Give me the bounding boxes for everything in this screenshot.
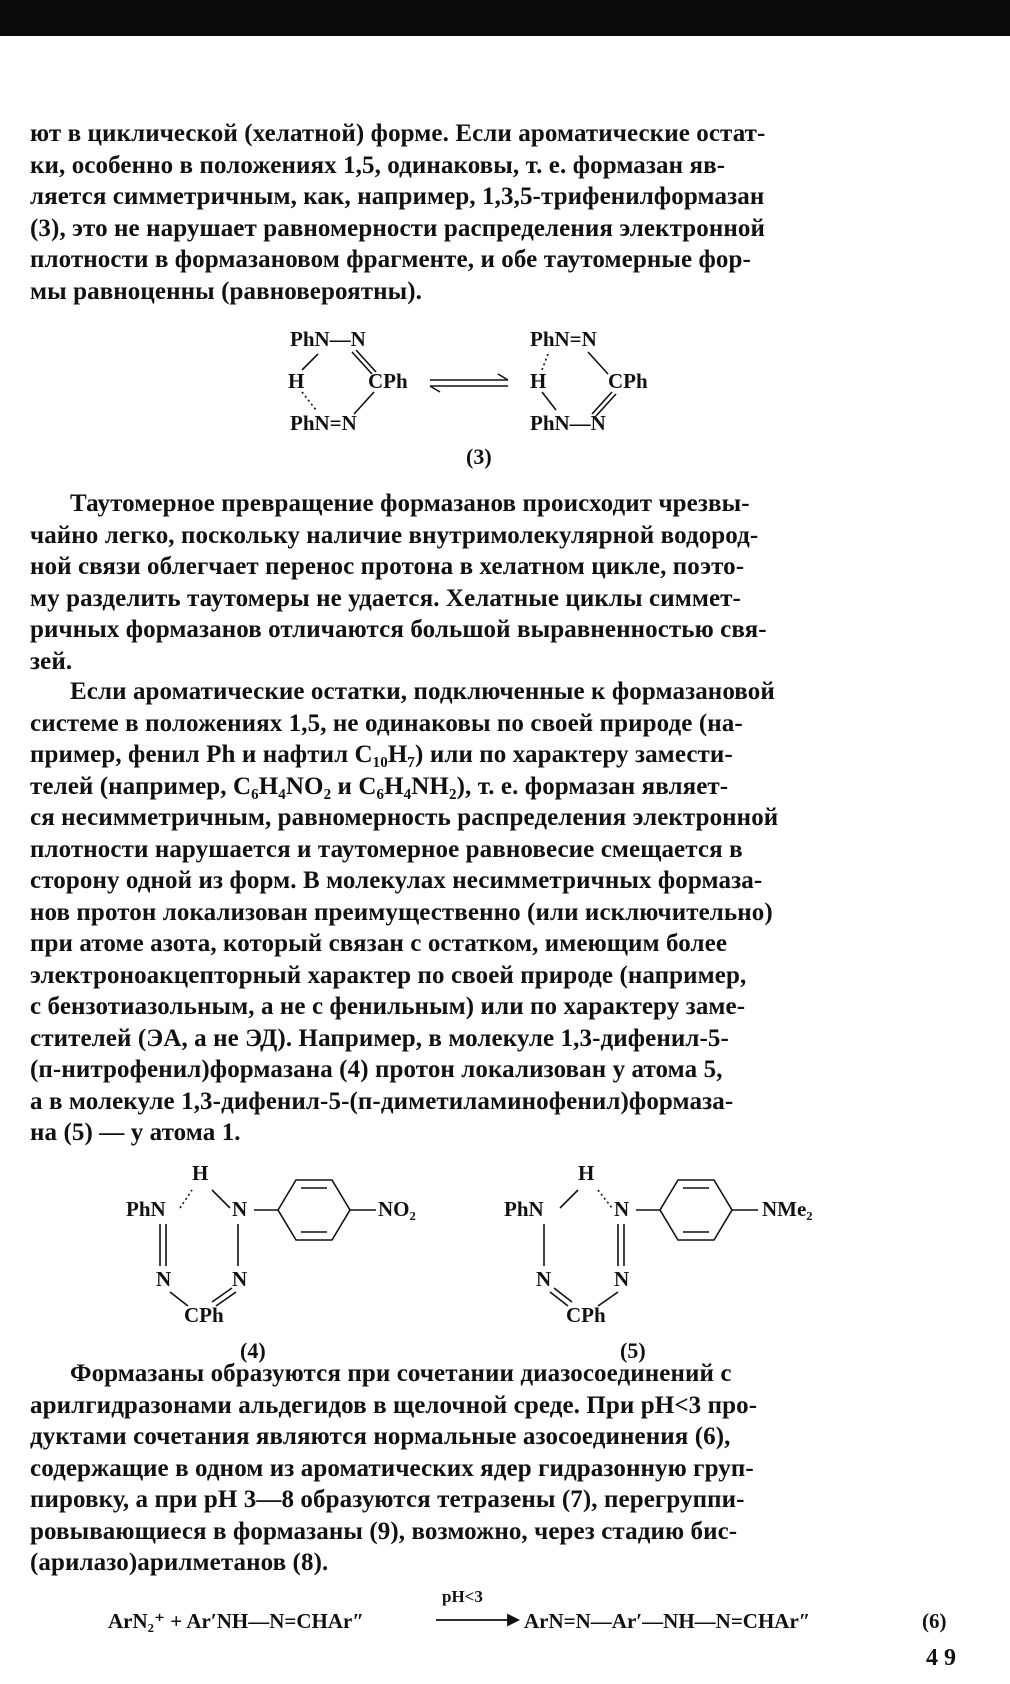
s5-h: H: [578, 1161, 595, 1185]
s4-n-top: N: [232, 1197, 248, 1221]
text-line: а в молекуле 1,3-дифенил-5-(п-диметиламинофенил)формаза-: [30, 1087, 734, 1115]
scheme3-left-h: H: [288, 369, 305, 393]
s5-phn: PhN: [504, 1197, 544, 1221]
s5-n-top: N: [614, 1197, 630, 1221]
eq6-condition: pH<3: [442, 1587, 483, 1606]
text-line: дуктами сочетания являются нормальные азосоединения (6),: [30, 1423, 731, 1450]
equation-6: [100, 1586, 970, 1638]
text-line: (п-нитрофенил)формазана (4) протон локализован у атома 5,: [30, 1056, 723, 1083]
s5-substituent: NMe₂: [762, 1197, 813, 1221]
s5-n-right: N: [614, 1267, 630, 1291]
s4-n-left: N: [156, 1267, 172, 1291]
scheme-3-tautomers: [270, 322, 690, 472]
s5-bonds: [544, 1180, 758, 1306]
text-line: ют в циклической (хелатной) форме. Если ароматические остат-: [30, 120, 766, 147]
paragraph-1: [30, 118, 955, 307]
s4-h: H: [192, 1161, 209, 1185]
text-line: Если ароматические остатки, подключенные к формазановой: [70, 678, 775, 705]
scheme3-right-h: H: [530, 369, 547, 393]
eq6-arrow: [436, 1615, 518, 1625]
text-line: сторону одной из форм. В молекулах несимметричных формаза-: [30, 867, 763, 894]
text-line: чайно легко, поскольку наличие внутримолекулярной водород-: [30, 521, 759, 549]
s5-cph: CPh: [566, 1303, 606, 1327]
text-line: ричных формазанов отличаются большой выравненностью свя-: [30, 616, 767, 643]
text-line: системе в положениях 1,5, не одинаковы по своей природе (на-: [30, 709, 743, 737]
scheme3-left-cph: CPh: [368, 369, 408, 393]
s4-cph: CPh: [184, 1303, 224, 1327]
paragraph-4: [30, 1358, 955, 1579]
text-line: зей.: [30, 647, 73, 675]
scheme3-bonds: [302, 350, 616, 416]
s4-substituent: NO₂: [378, 1197, 416, 1221]
scheme3-right-cph: CPh: [608, 369, 648, 393]
s4-label: (4): [240, 1338, 266, 1363]
eq6-reactants: ArN₂⁺ + Ar′NH—N=CHAr″: [108, 1609, 364, 1633]
paragraph-2: [30, 488, 955, 677]
s5-label: (5): [620, 1338, 646, 1363]
text-line: Формазаны образуются при сочетании диазосоединений с: [70, 1360, 732, 1387]
s4-bonds: [160, 1180, 376, 1306]
text-line: содержащие в одном из ароматических ядер гидразонную груп-: [30, 1454, 754, 1482]
text-line: нов протон локализован преимущественно (или исключительно): [30, 898, 773, 926]
scheme3-right-top: PhN=N: [530, 327, 597, 351]
scheme3-left-bottom: PhN=N: [290, 411, 357, 435]
paragraph-3: [30, 676, 955, 1149]
s4-n-right: N: [232, 1267, 248, 1291]
text-line: плотности нарушается и таутомерное равновесие смещается в: [30, 835, 743, 863]
text-line: ки, особенно в положениях 1,5, одинаковы, т. е. формазан яв-: [30, 151, 726, 179]
s5-n-left: N: [536, 1267, 552, 1291]
structure-4: [120, 1158, 460, 1363]
s4-phn: PhN: [126, 1197, 166, 1221]
text-line: ся несимметричным, равномерность распределения электронной: [30, 804, 779, 831]
text-line: при атоме азота, который связан с остатком, имеющим более: [30, 930, 728, 957]
text-line: ляется симметричным, как, например, 1,3,5-трифенилформазан: [30, 183, 765, 210]
text-line: с бензотиазольным, а не с фенильным) или по характеру заме-: [30, 993, 746, 1020]
text-line: мы равноценны (равновероятны).: [30, 277, 423, 305]
text-line: на (5) — у атома 1.: [30, 1119, 241, 1146]
page-number: 49: [926, 1645, 962, 1671]
text-line: му разделить таутомеры не удается. Хелатные циклы симмет-: [30, 584, 741, 612]
scheme3-right-bottom: PhN—N: [530, 411, 606, 435]
text-line: стителей (ЭА, а не ЭД). Например, в молекуле 1,3-дифенил-5-: [30, 1024, 729, 1052]
eq6-label: (6): [922, 1609, 947, 1633]
text-line: плотности в формазановом фрагменте, и обе таутомерные фор-: [30, 246, 751, 273]
text-line: (арилазо)арилметанов (8).: [30, 1549, 329, 1576]
text-line: (3), это не нарушает равномерности распределения электронной: [30, 214, 766, 242]
text-line: ровывающиеся в формазаны (9), возможно, через стадию бис-: [30, 1517, 738, 1545]
scheme3-left-top: PhN—N: [290, 327, 366, 351]
text-line: пировку, а при pH 3—8 образуются тетразены (7), перегруппи-: [30, 1486, 745, 1513]
text-line: телей (например, C₆H₄NO₂ и C₆H₄NH₂), т. е. формазан являет-: [30, 772, 729, 800]
structure-5: [504, 1158, 854, 1363]
text-line: пример, фенил Ph и нафтил C₁₀H₇) или по характеру замести-: [30, 741, 733, 768]
text-line: электроноакцепторный характер по своей природе (например,: [30, 961, 747, 989]
eq6-product: ArN=N—Ar′—NH—N=CHAr″: [524, 1609, 811, 1633]
text-line: арилгидразонами альдегидов в щелочной среде. При pH<3 про-: [30, 1391, 758, 1419]
scheme3-label: (3): [466, 444, 492, 469]
text-line: ной связи облегчает перенос протона в хелатном цикле, поэто-: [30, 553, 745, 580]
text-line: Таутомерное превращение формазанов происходит чрезвы-: [70, 490, 750, 517]
